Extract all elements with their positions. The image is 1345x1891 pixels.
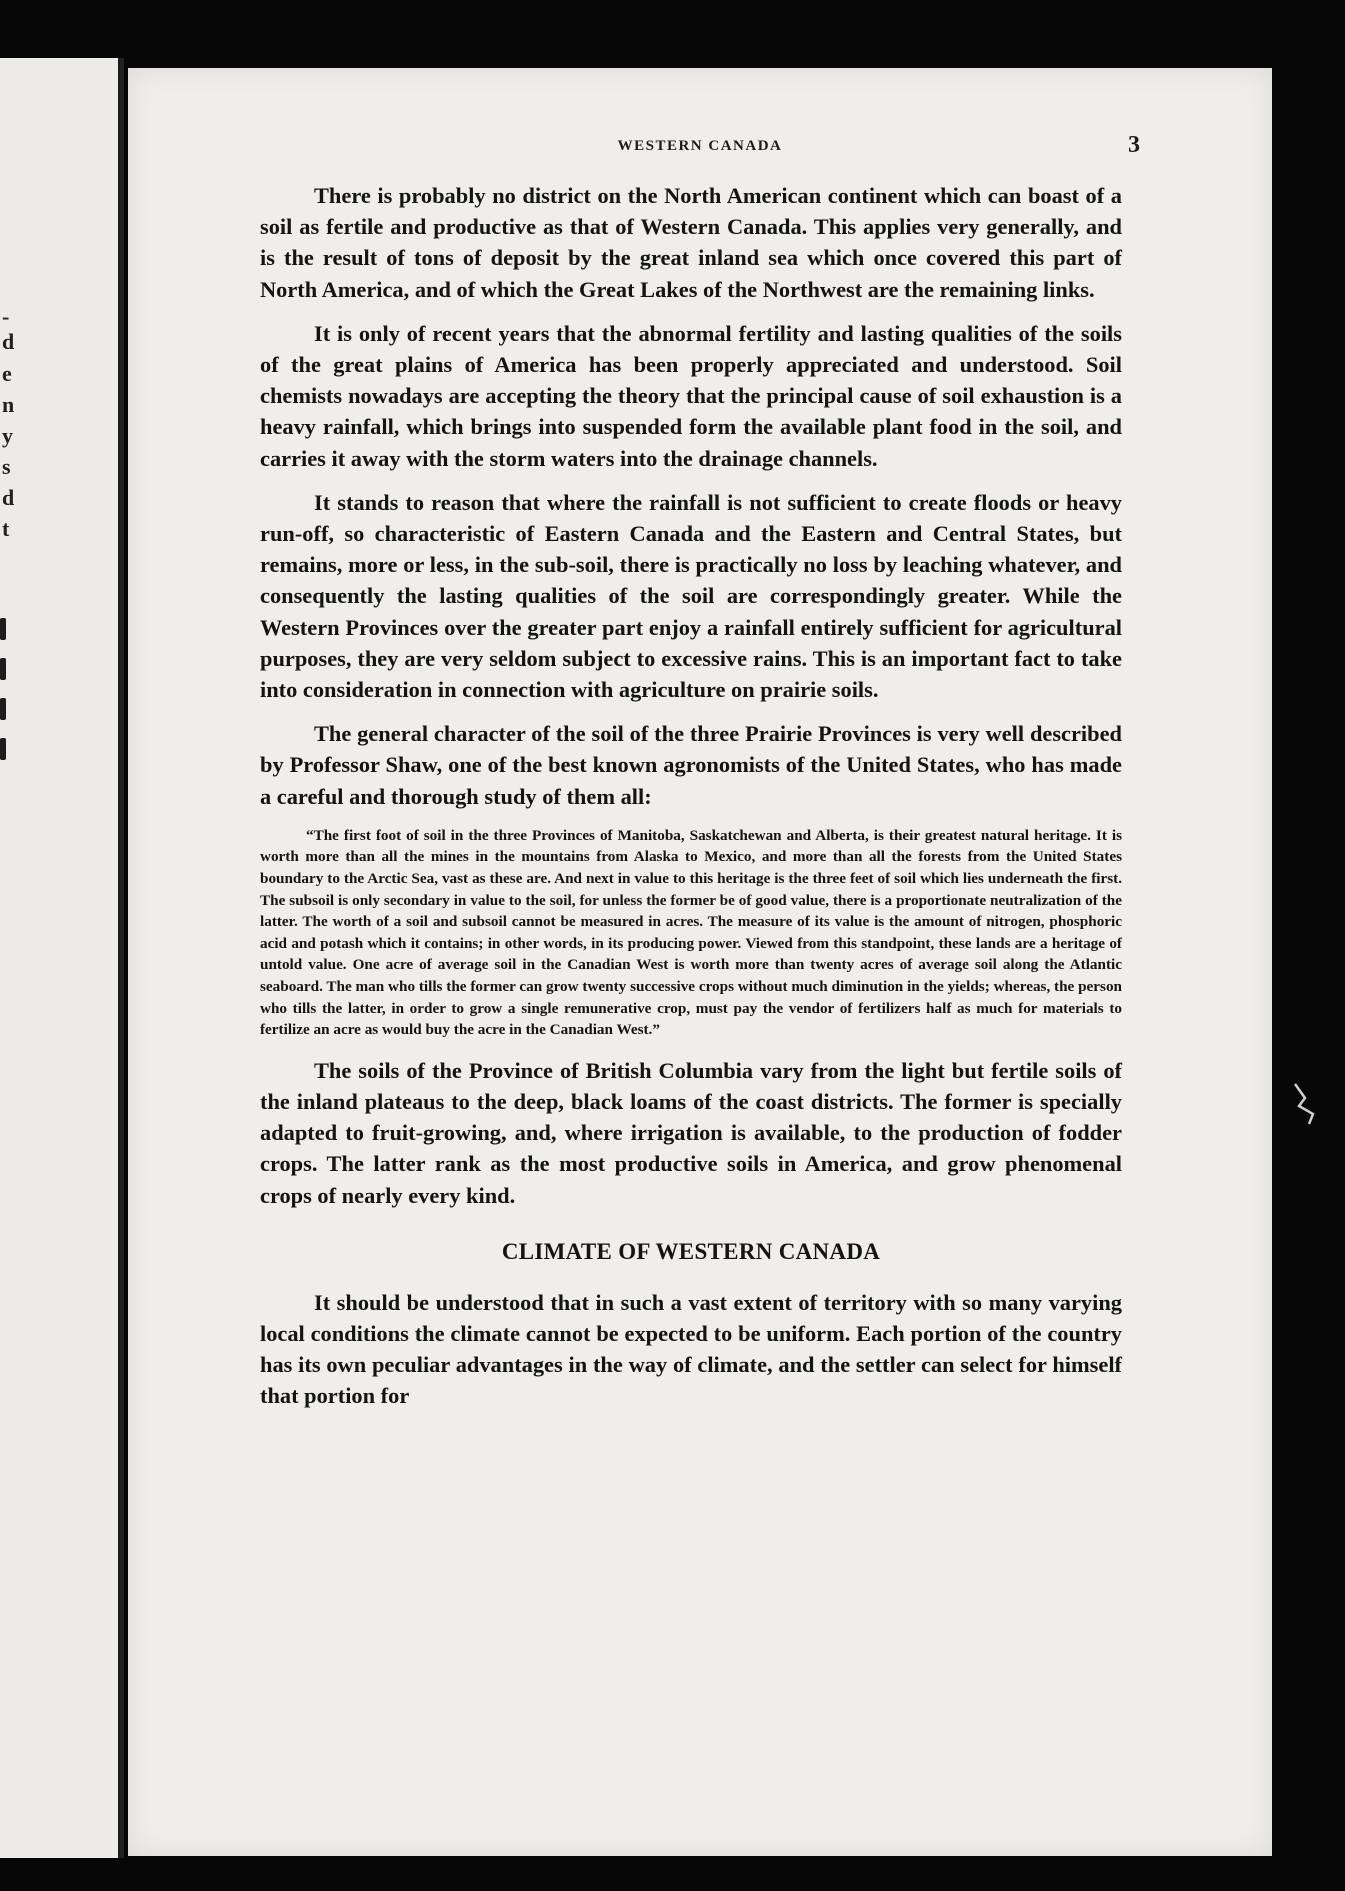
scan-artifact-mark	[1291, 1080, 1321, 1130]
margin-fragment: t	[2, 516, 10, 541]
margin-fragment: s	[2, 454, 11, 479]
page-number: 3	[1128, 132, 1140, 158]
margin-mark	[0, 618, 6, 640]
page-body	[260, 180, 1122, 1425]
paragraph-climate: It should be understood that in such a vast extent of territory with so many varying local conditions the climate cannot be expected to be uniform. Each portion of the country has its own peculiar advantages in the way of climate, and the settler can select for himself that portion for	[260, 1289, 1122, 1409]
running-head: WESTERN CANADA	[617, 138, 783, 154]
previous-page-edge	[0, 58, 121, 1858]
paragraph-rainfall: It stands to reason that where the rainfall is not sufficient to create floods or heavy run-off, so characteristic of Eastern Canada and the Eastern and Central States, but remains, more or less, in the sub-soil, there is practically no loss by leaching whatever, and consequently the lasting qualities of the soil are correspondingly greater. While the Western Provinces over the greater part enjoy a rainfall entirely sufficient for agricultural purposes, they are very seldom subject to excessive rains. This is an important fact to take into consideration in connection with agriculture on prairie soils.	[260, 489, 1122, 703]
margin-fragment: n	[2, 392, 15, 417]
paragraph-soil-exhaustion: It is only of recent years that the abnormal fertility and lasting qualities of the soils of the great plains of America has been properly appreciated and understood. Soil chemists nowadays are accepting the theory that the principal cause of soil exhaustion is a heavy rainfall, which brings into suspended form the available plant food in the soil, and carries it away with the storm waters into the drainage channels.	[260, 320, 1122, 471]
margin-fragment: d	[2, 485, 15, 510]
margin-fragment: y	[2, 423, 13, 448]
scanned-page	[128, 68, 1272, 1856]
paragraph-british-columbia: The soils of the Province of British Columbia vary from the light but fertile soils of the inland plateaus to the deep, black loams of the coast districts. The former is specially adapted to fruit-growing, and, where irrigation is available, to the production of fodder crops. The latter rank as the most productive soils in America, and grow phenomenal crops of nearly every kind.	[260, 1057, 1122, 1208]
margin-fragment: -	[2, 304, 10, 329]
paragraph-soil-fertility: There is probably no district on the North American continent which can boast of a soil as fertile and productive as that of Western Canada. This applies very generally, and is the result of tons of deposit by the great inland sea which once covered this part of North America, and of which the Great Lakes of the Northwest are the remaining links.	[260, 183, 1122, 302]
page-gutter-line	[120, 58, 124, 1858]
margin-fragment: d	[2, 329, 15, 354]
margin-mark	[0, 698, 6, 720]
block-quote-shaw: “The first foot of soil in the three Provinces of Manitoba, Saskatchewan and Alberta, is their greatest natural heritage. It is worth more than all the mines in the mountains from Alaska to Mexico, and more than all the forests from the United States boundary to the Arctic Sea, vast as these are. And next in value to this heritage is the three feet of soil which lies underneath the first. The subsoil is only secondary in value to the soil, for unless the former be of good value, there is a proportionate neutralization of the latter. The worth of a soil and subsoil cannot be measured in acres. The measure of its value is the amount of nitrogen, phosphoric acid and potash which it contains; in other words, in its producing power. Viewed from this standpoint, these lands are a heritage of untold value. One acre of average soil in the Canadian West is worth more than twenty acres of average soil along the Atlantic seaboard. The man who tills the former can grow twenty successive crops without much diminution in the yields; whereas, the person who tills the latter, in order to grow a single remunerative crop, must pay the vendor of fertilizers half as much for materials to fertilize an acre as would buy the acre in the Canadian West.”	[260, 826, 1122, 1039]
margin-mark	[0, 658, 6, 680]
page-header	[128, 132, 1272, 162]
paragraph-professor-shaw: The general character of the soil of the three Prairie Provinces is very well described by Professor Shaw, one of the best known agronomists of the United States, who has made a careful and thorough study of them all:	[260, 721, 1122, 809]
margin-mark	[0, 738, 6, 760]
section-heading-climate: CLIMATE OF WESTERN CANADA	[501, 1238, 881, 1264]
margin-fragment: e	[2, 361, 12, 386]
